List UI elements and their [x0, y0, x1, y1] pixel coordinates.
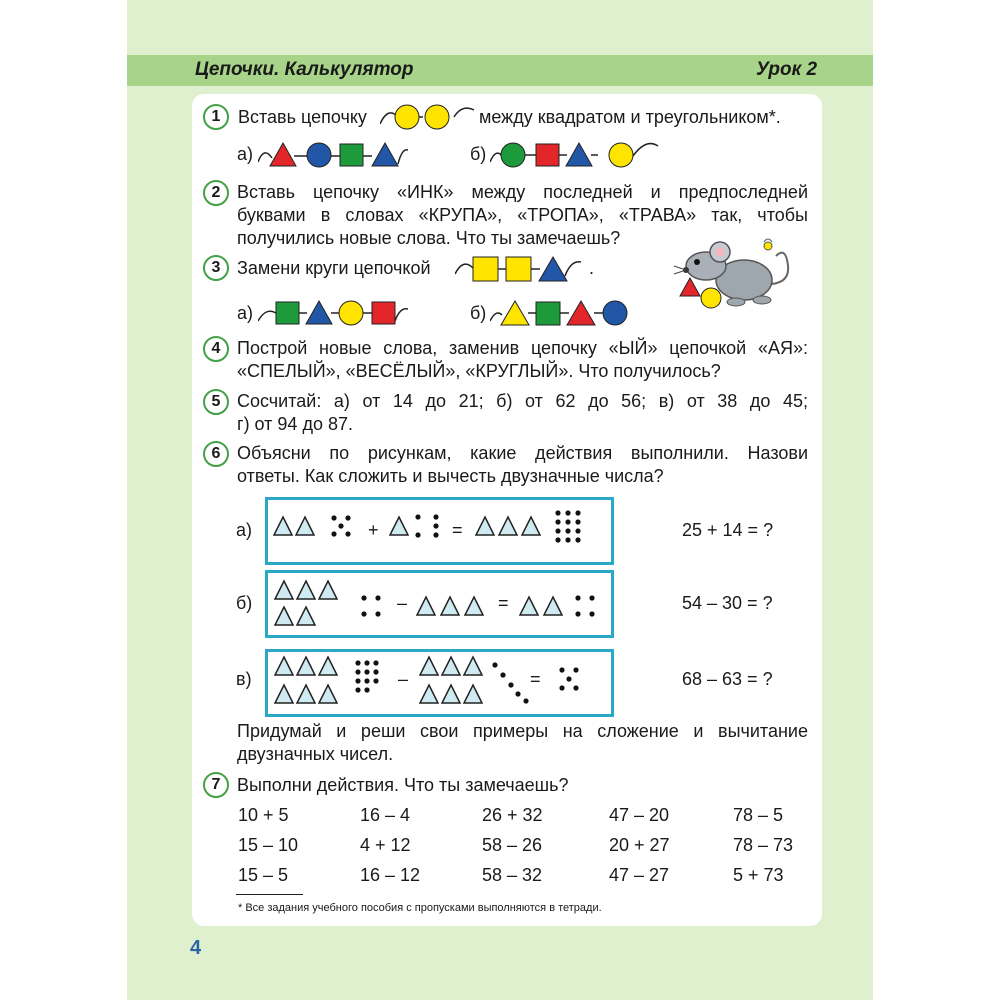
task-number-2: 2	[203, 180, 229, 206]
task6-row-c-equals: =	[530, 669, 541, 689]
task2-line-2: буквами в словах «КРУПА», «ТРОПА», «ТРАВА» так, чтобы	[237, 205, 808, 225]
task6-row-c-picture	[272, 653, 597, 709]
task2-line-1: Вставь цепочку «ИНК» между последней и предпоследней	[237, 182, 808, 202]
task-number-1: 1	[203, 104, 229, 130]
chain-two-circles-icon	[380, 102, 475, 132]
task3-dot: .	[589, 258, 595, 278]
page-title: Цепочки. Калькулятор	[195, 59, 414, 80]
task-number-7: 7	[203, 772, 229, 798]
task-number-5: 5	[203, 389, 229, 415]
task3-option-b-label: б)	[470, 303, 487, 323]
task-number-3: 3	[203, 255, 229, 281]
task1-text-before: Вставь цепочку	[238, 107, 367, 127]
task6-row-b-equals: =	[498, 593, 509, 613]
task6-row-b-expression: 54 – 30 = ?	[682, 593, 773, 613]
task6-followup-line-2: двузначных чисел.	[237, 744, 394, 764]
task1-option-b-label: б)	[470, 144, 487, 164]
task6-row-a-picture	[272, 505, 597, 555]
task1-text-after: между квадратом и треугольником*.	[479, 107, 781, 127]
task7-example: 58 – 32	[482, 865, 543, 885]
task6-line-1: Объясни по рисункам, какие действия выполнили. Назови	[237, 443, 808, 463]
task7-example: 78 – 73	[733, 835, 794, 855]
task6-followup-line-1: Придумай и реши свои примеры на сложение и вычитание	[237, 721, 808, 741]
mouse-with-shapes-illustration	[672, 236, 807, 316]
chain-square-square-triangle-icon	[455, 252, 585, 286]
task7-example: 16 – 4	[360, 805, 411, 825]
footnote: * Все задания учебного пособия с пропусками выполняются в тетради.	[238, 902, 602, 914]
task6-row-c-label: в)	[236, 669, 252, 689]
chain-square-triangle-circle-square-icon	[258, 297, 408, 329]
task7-example: 78 – 5	[733, 805, 784, 825]
task6-row-a-expression: 25 + 14 = ?	[682, 520, 774, 540]
lesson-label: Урок 2	[756, 59, 818, 80]
task6-row-a-plus: +	[368, 520, 379, 540]
task6-row-c-expression: 68 – 63 = ?	[682, 669, 773, 689]
chain-triangle-square-triangle-circle-icon	[490, 295, 650, 329]
task6-row-c-minus: –	[398, 669, 409, 689]
task7-example: 26 + 32	[482, 805, 543, 825]
task7-example: 5 + 73	[733, 865, 784, 885]
task1-option-a-label: а)	[237, 144, 254, 164]
task6-line-2: ответы. Как сложить и вычесть двузначные числа?	[237, 466, 664, 486]
chain-triangle-circle-square-triangle-icon	[258, 138, 408, 170]
task7-example: 15 – 10	[238, 835, 299, 855]
task7-example: 4 + 12	[360, 835, 411, 855]
task5-line-1: Сосчитай: а) от 14 до 21; б) от 62 до 56; в) от 38 до 45;	[237, 391, 808, 411]
task7-example: 58 – 26	[482, 835, 543, 855]
task-number-4: 4	[203, 336, 229, 362]
task7-example: 20 + 27	[609, 835, 670, 855]
task7-example: 10 + 5	[238, 805, 289, 825]
task6-row-a-equals: =	[452, 520, 463, 540]
task6-row-b-minus: –	[397, 593, 408, 613]
task3-option-a-label: а)	[237, 303, 254, 323]
task6-row-b-label: б)	[236, 593, 253, 613]
task-number-6: 6	[203, 441, 229, 467]
task7-example: 16 – 12	[360, 865, 421, 885]
task6-row-b-picture	[272, 575, 597, 630]
task7-example: 47 – 27	[609, 865, 670, 885]
task4-line-1: Построй новые слова, заменив цепочку «ЫЙ» цепочкой «АЯ»:	[237, 338, 808, 358]
task7-example: 15 – 5	[238, 865, 289, 885]
chain-circle-square-triangle-circle-icon	[490, 138, 660, 170]
task7-text: Выполни действия. Что ты замечаешь?	[237, 775, 569, 795]
task4-line-2: «СПЕЛЫЙ», «ВЕСЁЛЫЙ», «КРУГЛЫЙ». Что получилось?	[237, 361, 721, 381]
footnote-rule	[236, 894, 303, 895]
task5-line-2: г) от 94 до 87.	[237, 414, 353, 434]
task2-line-3: получились новые слова. Что ты замечаешь?	[237, 228, 621, 248]
page-number: 4	[190, 937, 202, 959]
task7-example: 47 – 20	[609, 805, 670, 825]
task3-text: Замени круги цепочкой	[237, 258, 431, 278]
task6-row-a-label: а)	[236, 520, 253, 540]
